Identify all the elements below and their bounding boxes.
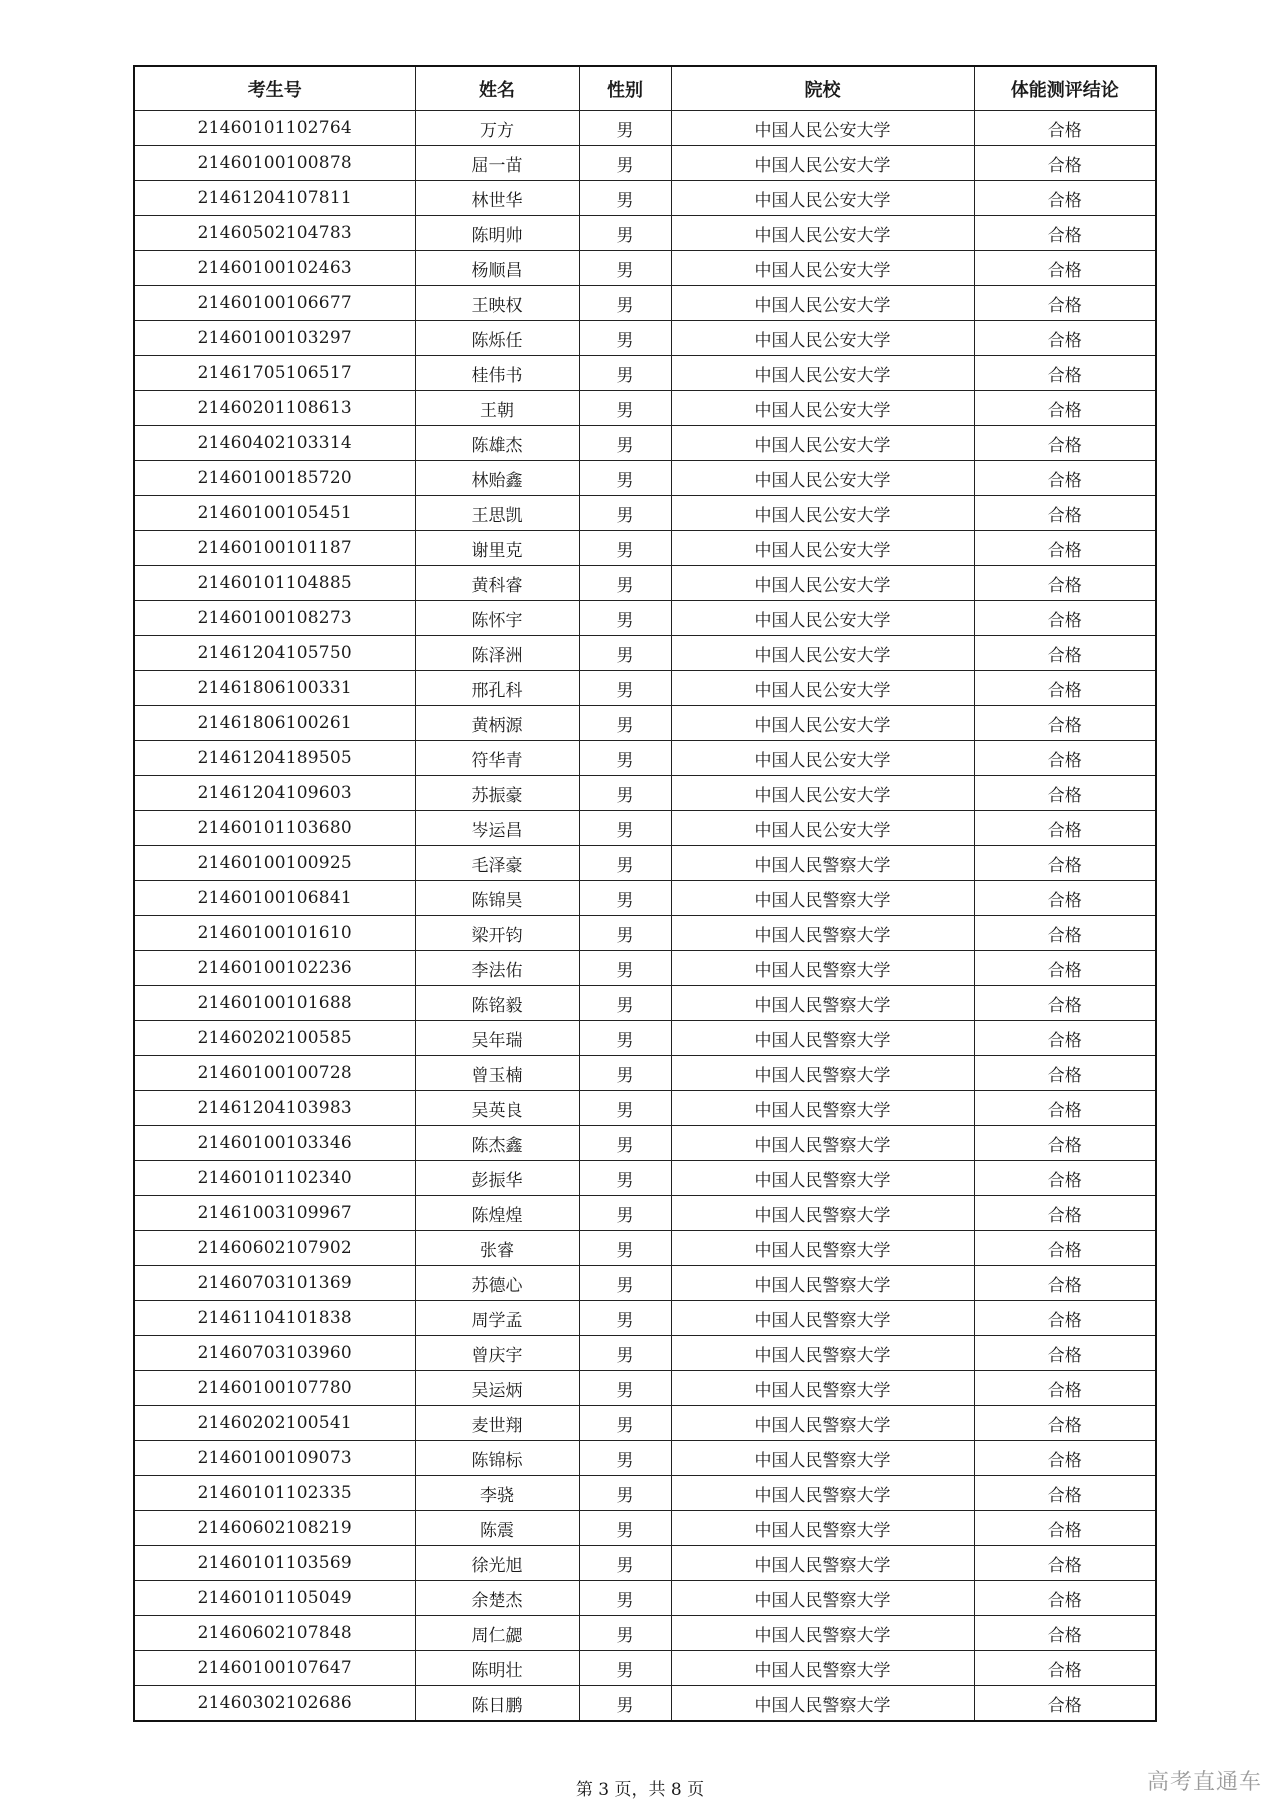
table-row	[134, 286, 1156, 321]
exam-number-cell: 21460101103680	[134, 811, 415, 846]
fitness-result-cell: 合格	[974, 1406, 1156, 1441]
table-row	[134, 1231, 1156, 1266]
gender-cell: 男	[579, 356, 671, 391]
table-row	[134, 846, 1156, 881]
table-row	[134, 1091, 1156, 1126]
name-cell: 陈泽洲	[415, 636, 579, 671]
table-row	[134, 356, 1156, 391]
gender-cell: 男	[579, 496, 671, 531]
school-cell: 中国人民警察大学	[671, 1091, 974, 1126]
gender-cell: 男	[579, 1686, 671, 1722]
gender-cell: 男	[579, 1546, 671, 1581]
name-cell: 陈锦标	[415, 1441, 579, 1476]
school-cell: 中国人民警察大学	[671, 881, 974, 916]
exam-number-cell: 21460201108613	[134, 391, 415, 426]
table-row	[134, 531, 1156, 566]
exam-number-cell: 21461204103983	[134, 1091, 415, 1126]
fitness-result-cell: 合格	[974, 1371, 1156, 1406]
exam-number-cell: 21460100109073	[134, 1441, 415, 1476]
school-cell: 中国人民公安大学	[671, 181, 974, 216]
fitness-result-cell: 合格	[974, 741, 1156, 776]
name-cell: 吴年瑞	[415, 1021, 579, 1056]
name-cell: 王思凯	[415, 496, 579, 531]
fitness-result-cell: 合格	[974, 356, 1156, 391]
name-cell: 余楚杰	[415, 1581, 579, 1616]
fitness-result-cell: 合格	[974, 1056, 1156, 1091]
gender-cell: 男	[579, 1266, 671, 1301]
fitness-result-cell: 合格	[974, 1686, 1156, 1722]
table-row	[134, 391, 1156, 426]
gender-cell: 男	[579, 1651, 671, 1686]
exam-number-cell: 21460602108219	[134, 1511, 415, 1546]
table-row	[134, 671, 1156, 706]
table-row	[134, 1266, 1156, 1301]
name-cell: 邢孔科	[415, 671, 579, 706]
school-cell: 中国人民公安大学	[671, 461, 974, 496]
fitness-result-cell: 合格	[974, 986, 1156, 1021]
gender-cell: 男	[579, 986, 671, 1021]
name-cell: 徐光旭	[415, 1546, 579, 1581]
fitness-result-cell: 合格	[974, 881, 1156, 916]
gender-cell: 男	[579, 1021, 671, 1056]
name-cell: 万方	[415, 111, 579, 146]
gender-cell: 男	[579, 951, 671, 986]
table-body	[134, 111, 1156, 1722]
fitness-result-cell: 合格	[974, 1231, 1156, 1266]
table-row	[134, 881, 1156, 916]
table-row	[134, 321, 1156, 356]
table-row	[134, 1371, 1156, 1406]
table-row	[134, 1511, 1156, 1546]
name-cell: 陈明帅	[415, 216, 579, 251]
table-row	[134, 706, 1156, 741]
name-cell: 陈铭毅	[415, 986, 579, 1021]
table-row	[134, 1581, 1156, 1616]
table-row	[134, 1301, 1156, 1336]
school-cell: 中国人民警察大学	[671, 986, 974, 1021]
name-cell: 陈震	[415, 1511, 579, 1546]
school-cell: 中国人民公安大学	[671, 811, 974, 846]
table-row	[134, 636, 1156, 671]
exam-number-cell: 21460402103314	[134, 426, 415, 461]
table-header-row	[134, 66, 1156, 111]
gender-cell: 男	[579, 531, 671, 566]
fitness-result-cell: 合格	[974, 1546, 1156, 1581]
gender-cell: 男	[579, 916, 671, 951]
exam-number-cell: 21460703101369	[134, 1266, 415, 1301]
name-cell: 王映权	[415, 286, 579, 321]
school-cell: 中国人民警察大学	[671, 1616, 974, 1651]
school-cell: 中国人民警察大学	[671, 1021, 974, 1056]
school-cell: 中国人民公安大学	[671, 566, 974, 601]
fitness-result-cell: 合格	[974, 1511, 1156, 1546]
exam-number-cell: 21460100103346	[134, 1126, 415, 1161]
name-cell: 苏德心	[415, 1266, 579, 1301]
name-cell: 梁开钧	[415, 916, 579, 951]
school-cell: 中国人民公安大学	[671, 671, 974, 706]
exam-number-cell: 21460100106841	[134, 881, 415, 916]
name-cell: 李法佑	[415, 951, 579, 986]
school-cell: 中国人民警察大学	[671, 846, 974, 881]
exam-number-cell: 21460100105451	[134, 496, 415, 531]
gender-cell: 男	[579, 181, 671, 216]
name-cell: 林世华	[415, 181, 579, 216]
exam-number-cell: 21460100103297	[134, 321, 415, 356]
school-cell: 中国人民公安大学	[671, 636, 974, 671]
name-cell: 张睿	[415, 1231, 579, 1266]
exam-number-cell: 21460101103569	[134, 1546, 415, 1581]
exam-number-cell: 21461705106517	[134, 356, 415, 391]
table-row	[134, 1056, 1156, 1091]
name-cell: 吴英良	[415, 1091, 579, 1126]
exam-number-cell: 21460100107780	[134, 1371, 415, 1406]
school-cell: 中国人民公安大学	[671, 356, 974, 391]
fitness-result-cell: 合格	[974, 146, 1156, 181]
header-exam-number: 考生号	[134, 66, 415, 111]
gender-cell: 男	[579, 426, 671, 461]
gender-cell: 男	[579, 321, 671, 356]
school-cell: 中国人民公安大学	[671, 426, 974, 461]
fitness-result-cell: 合格	[974, 811, 1156, 846]
school-cell: 中国人民警察大学	[671, 1686, 974, 1722]
fitness-result-cell: 合格	[974, 426, 1156, 461]
name-cell: 黄科睿	[415, 566, 579, 601]
table-row	[134, 216, 1156, 251]
gender-cell: 男	[579, 881, 671, 916]
exam-number-cell: 21460101102764	[134, 111, 415, 146]
name-cell: 陈杰鑫	[415, 1126, 579, 1161]
table-row	[134, 111, 1156, 146]
school-cell: 中国人民警察大学	[671, 1441, 974, 1476]
school-cell: 中国人民警察大学	[671, 1266, 974, 1301]
school-cell: 中国人民警察大学	[671, 1336, 974, 1371]
exam-number-cell: 21460100102236	[134, 951, 415, 986]
fitness-result-cell: 合格	[974, 286, 1156, 321]
table-row	[134, 1406, 1156, 1441]
fitness-result-cell: 合格	[974, 566, 1156, 601]
school-cell: 中国人民警察大学	[671, 1406, 974, 1441]
school-cell: 中国人民公安大学	[671, 111, 974, 146]
gender-cell: 男	[579, 566, 671, 601]
exam-number-cell: 21460101102340	[134, 1161, 415, 1196]
fitness-result-cell: 合格	[974, 1161, 1156, 1196]
school-cell: 中国人民警察大学	[671, 1371, 974, 1406]
school-cell: 中国人民警察大学	[671, 1301, 974, 1336]
gender-cell: 男	[579, 1511, 671, 1546]
name-cell: 屈一苗	[415, 146, 579, 181]
fitness-result-cell: 合格	[974, 846, 1156, 881]
exam-number-cell: 21460502104783	[134, 216, 415, 251]
name-cell: 麦世翔	[415, 1406, 579, 1441]
gender-cell: 男	[579, 1196, 671, 1231]
gender-cell: 男	[579, 1126, 671, 1161]
school-cell: 中国人民警察大学	[671, 1056, 974, 1091]
school-cell: 中国人民警察大学	[671, 1161, 974, 1196]
table-row	[134, 951, 1156, 986]
school-cell: 中国人民警察大学	[671, 1511, 974, 1546]
name-cell: 符华青	[415, 741, 579, 776]
school-cell: 中国人民警察大学	[671, 1651, 974, 1686]
gender-cell: 男	[579, 706, 671, 741]
gender-cell: 男	[579, 1336, 671, 1371]
fitness-result-cell: 合格	[974, 111, 1156, 146]
gender-cell: 男	[579, 601, 671, 636]
table-row	[134, 461, 1156, 496]
exam-number-cell: 21460100101610	[134, 916, 415, 951]
gender-cell: 男	[579, 846, 671, 881]
fitness-result-cell: 合格	[974, 951, 1156, 986]
school-cell: 中国人民警察大学	[671, 1546, 974, 1581]
table-row	[134, 496, 1156, 531]
name-cell: 岑运昌	[415, 811, 579, 846]
fitness-result-cell: 合格	[974, 916, 1156, 951]
table-row	[134, 146, 1156, 181]
gender-cell: 男	[579, 636, 671, 671]
fitness-result-cell: 合格	[974, 1126, 1156, 1161]
name-cell: 陈雄杰	[415, 426, 579, 461]
gender-cell: 男	[579, 671, 671, 706]
school-cell: 中国人民警察大学	[671, 951, 974, 986]
fitness-result-cell: 合格	[974, 636, 1156, 671]
name-cell: 陈明壮	[415, 1651, 579, 1686]
gender-cell: 男	[579, 146, 671, 181]
header-gender: 性别	[579, 66, 671, 111]
table-row	[134, 1021, 1156, 1056]
exam-number-cell: 21460101102335	[134, 1476, 415, 1511]
exam-number-cell: 21461806100331	[134, 671, 415, 706]
results-table-container	[133, 65, 1155, 1722]
name-cell: 王朝	[415, 391, 579, 426]
fitness-result-cell: 合格	[974, 496, 1156, 531]
header-name: 姓名	[415, 66, 579, 111]
school-cell: 中国人民公安大学	[671, 321, 974, 356]
gender-cell: 男	[579, 1616, 671, 1651]
gender-cell: 男	[579, 1056, 671, 1091]
exam-number-cell: 21460100102463	[134, 251, 415, 286]
exam-number-cell: 21461003109967	[134, 1196, 415, 1231]
fitness-result-cell: 合格	[974, 1266, 1156, 1301]
exam-number-cell: 21461204189505	[134, 741, 415, 776]
school-cell: 中国人民公安大学	[671, 776, 974, 811]
table-row	[134, 566, 1156, 601]
gender-cell: 男	[579, 461, 671, 496]
gender-cell: 男	[579, 776, 671, 811]
name-cell: 周仁勰	[415, 1616, 579, 1651]
gender-cell: 男	[579, 391, 671, 426]
school-cell: 中国人民公安大学	[671, 706, 974, 741]
fitness-result-cell: 合格	[974, 1616, 1156, 1651]
name-cell: 吴运炳	[415, 1371, 579, 1406]
school-cell: 中国人民警察大学	[671, 1126, 974, 1161]
name-cell: 彭振华	[415, 1161, 579, 1196]
school-cell: 中国人民警察大学	[671, 1196, 974, 1231]
table-row	[134, 1616, 1156, 1651]
school-cell: 中国人民警察大学	[671, 1581, 974, 1616]
fitness-result-cell: 合格	[974, 1581, 1156, 1616]
fitness-result-cell: 合格	[974, 1441, 1156, 1476]
school-cell: 中国人民公安大学	[671, 286, 974, 321]
exam-number-cell: 21460703103960	[134, 1336, 415, 1371]
fitness-result-cell: 合格	[974, 391, 1156, 426]
header-school: 院校	[671, 66, 974, 111]
school-cell: 中国人民公安大学	[671, 146, 974, 181]
name-cell: 毛泽豪	[415, 846, 579, 881]
fitness-result-cell: 合格	[974, 181, 1156, 216]
fitness-result-cell: 合格	[974, 251, 1156, 286]
school-cell: 中国人民公安大学	[671, 391, 974, 426]
exam-number-cell: 21460100100878	[134, 146, 415, 181]
gender-cell: 男	[579, 216, 671, 251]
fitness-result-cell: 合格	[974, 1651, 1156, 1686]
fitness-result-cell: 合格	[974, 706, 1156, 741]
exam-number-cell: 21460100100925	[134, 846, 415, 881]
fitness-result-cell: 合格	[974, 1476, 1156, 1511]
gender-cell: 男	[579, 1476, 671, 1511]
exam-number-cell: 21460602107848	[134, 1616, 415, 1651]
table-row	[134, 426, 1156, 461]
gender-cell: 男	[579, 1406, 671, 1441]
name-cell: 苏振豪	[415, 776, 579, 811]
name-cell: 陈日鹏	[415, 1686, 579, 1722]
results-table	[133, 65, 1157, 1722]
table-row	[134, 916, 1156, 951]
name-cell: 曾庆宇	[415, 1336, 579, 1371]
gender-cell: 男	[579, 1441, 671, 1476]
gender-cell: 男	[579, 1371, 671, 1406]
exam-number-cell: 21460100100728	[134, 1056, 415, 1091]
table-row	[134, 1651, 1156, 1686]
name-cell: 陈煌煌	[415, 1196, 579, 1231]
school-cell: 中国人民公安大学	[671, 741, 974, 776]
gender-cell: 男	[579, 286, 671, 321]
table-row	[134, 601, 1156, 636]
name-cell: 曾玉楠	[415, 1056, 579, 1091]
table-row	[134, 251, 1156, 286]
exam-number-cell: 21460202100541	[134, 1406, 415, 1441]
exam-number-cell: 21460602107902	[134, 1231, 415, 1266]
school-cell: 中国人民警察大学	[671, 1476, 974, 1511]
school-cell: 中国人民公安大学	[671, 601, 974, 636]
name-cell: 黄柄源	[415, 706, 579, 741]
exam-number-cell: 21460100185720	[134, 461, 415, 496]
gender-cell: 男	[579, 811, 671, 846]
school-cell: 中国人民公安大学	[671, 251, 974, 286]
name-cell: 杨顺昌	[415, 251, 579, 286]
exam-number-cell: 21460100101688	[134, 986, 415, 1021]
page-number: 第 3 页，共 8 页	[575, 1780, 705, 1800]
school-cell: 中国人民公安大学	[671, 216, 974, 251]
gender-cell: 男	[579, 251, 671, 286]
header-fitness-result: 体能测评结论	[974, 66, 1156, 111]
school-cell: 中国人民警察大学	[671, 916, 974, 951]
school-cell: 中国人民警察大学	[671, 1231, 974, 1266]
name-cell: 林贻鑫	[415, 461, 579, 496]
fitness-result-cell: 合格	[974, 1336, 1156, 1371]
fitness-result-cell: 合格	[974, 1091, 1156, 1126]
exam-number-cell: 21460100106677	[134, 286, 415, 321]
exam-number-cell: 21460100101187	[134, 531, 415, 566]
exam-number-cell: 21461806100261	[134, 706, 415, 741]
table-row	[134, 1686, 1156, 1722]
gender-cell: 男	[579, 1301, 671, 1336]
name-cell: 陈烁任	[415, 321, 579, 356]
fitness-result-cell: 合格	[974, 321, 1156, 356]
fitness-result-cell: 合格	[974, 776, 1156, 811]
name-cell: 周学孟	[415, 1301, 579, 1336]
table-row	[134, 776, 1156, 811]
table-row	[134, 1546, 1156, 1581]
table-row	[134, 1126, 1156, 1161]
exam-number-cell: 21460302102686	[134, 1686, 415, 1722]
name-cell: 谢里克	[415, 531, 579, 566]
exam-number-cell: 21461104101838	[134, 1301, 415, 1336]
fitness-result-cell: 合格	[974, 671, 1156, 706]
gender-cell: 男	[579, 741, 671, 776]
exam-number-cell: 21460100107647	[134, 1651, 415, 1686]
table-row	[134, 741, 1156, 776]
table-row	[134, 1196, 1156, 1231]
fitness-result-cell: 合格	[974, 461, 1156, 496]
fitness-result-cell: 合格	[974, 601, 1156, 636]
exam-number-cell: 21461204107811	[134, 181, 415, 216]
fitness-result-cell: 合格	[974, 216, 1156, 251]
name-cell: 李骁	[415, 1476, 579, 1511]
table-row	[134, 1441, 1156, 1476]
table-row	[134, 1476, 1156, 1511]
school-cell: 中国人民公安大学	[671, 496, 974, 531]
table-row	[134, 1336, 1156, 1371]
gender-cell: 男	[579, 1161, 671, 1196]
gender-cell: 男	[579, 1231, 671, 1266]
gender-cell: 男	[579, 1581, 671, 1616]
gender-cell: 男	[579, 111, 671, 146]
watermark-logo: 高考直通车	[1146, 1770, 1262, 1795]
name-cell: 陈怀宇	[415, 601, 579, 636]
fitness-result-cell: 合格	[974, 1021, 1156, 1056]
exam-number-cell: 21460100108273	[134, 601, 415, 636]
gender-cell: 男	[579, 1091, 671, 1126]
table-row	[134, 181, 1156, 216]
fitness-result-cell: 合格	[974, 531, 1156, 566]
exam-number-cell: 21460101105049	[134, 1581, 415, 1616]
exam-number-cell: 21461204105750	[134, 636, 415, 671]
exam-number-cell: 21460202100585	[134, 1021, 415, 1056]
name-cell: 陈锦昊	[415, 881, 579, 916]
exam-number-cell: 21461204109603	[134, 776, 415, 811]
name-cell: 桂伟书	[415, 356, 579, 391]
table-row	[134, 986, 1156, 1021]
table-row	[134, 811, 1156, 846]
fitness-result-cell: 合格	[974, 1196, 1156, 1231]
fitness-result-cell: 合格	[974, 1301, 1156, 1336]
table-row	[134, 1161, 1156, 1196]
school-cell: 中国人民公安大学	[671, 531, 974, 566]
exam-number-cell: 21460101104885	[134, 566, 415, 601]
